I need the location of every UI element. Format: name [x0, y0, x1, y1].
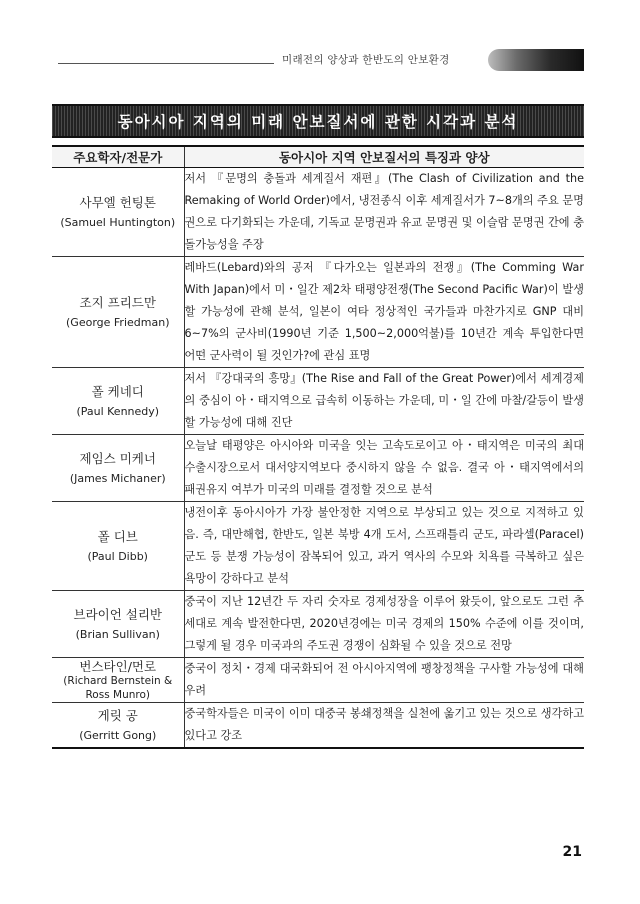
- scholar-name-en: (James Michaner): [69, 472, 166, 485]
- scholar-name-cell: [52, 368, 184, 435]
- scholar-name-ko: 폴 케네디: [91, 384, 144, 399]
- table-row: [52, 435, 584, 502]
- scholar-description: 냉전이후 동아시아가 가장 불안정한 지역으로 부상되고 있는 것으로 지적하고 있음. 즉, 대만해협, 한반도, 일본 북방 4개 도서, 스프래틀리 군도, 파라셀(Paracel) 군도 등 분쟁 가능성이 잠복되어 있고, 과거 역사의 수모와 치욕를 극복하고 싶은 욕망이 강하다고 분석: [184, 502, 584, 591]
- scholar-description: 중국이 정치・경제 대국화되어 전 아시아지역에 팽창정책을 구사할 가능성에 대해 우려: [184, 658, 584, 703]
- table-row: [52, 168, 584, 257]
- scholar-name-cell: [52, 703, 184, 749]
- scholar-name-ko: 제임스 미케너: [79, 451, 156, 466]
- scholar-name-en: (Gerritt Gong): [79, 729, 157, 742]
- table-row: [52, 368, 584, 435]
- scholar-name-cell: [52, 658, 184, 703]
- column-header-scholar: 주요학자/전문가: [52, 146, 184, 168]
- scholar-name-cell: [52, 168, 184, 257]
- table-row: [52, 703, 584, 749]
- table-title: 동아시아 지역의 미래 안보질서에 관한 시각과 분석: [117, 113, 519, 131]
- scholar-name-en: (Paul Kennedy): [76, 405, 160, 418]
- scholar-name-ko: 게릿 공: [97, 708, 138, 723]
- scholar-description: 중국이 지난 12년간 두 자리 숫자로 경제성장을 이루어 왔듯이, 앞으로도 그런 추세대로 계속 발전한다면, 2020년경에는 미국 경제의 150% 수준에 이를 것이며, 그렇게 될 경우 미국과의 주도권 경쟁이 심화될 수 있을 것으로 전망: [184, 591, 584, 658]
- scholar-description: 저서 『문명의 충돌과 세계질서 재편』(The Clash of Civilization and the Remaking of World Order)에서, 냉전종식 이후 세계질서가 7~8개의 주요 문명권으로 다기화되는 가운데, 기독교 문명권과 유교 문명권 및 이슬람 문명권 간에 충돌가능성을 주장: [184, 168, 584, 257]
- scholar-name-ko: 번스타인/먼로: [79, 658, 157, 674]
- scholar-name-cell: [52, 502, 184, 591]
- scholar-name-en: (George Friedman): [66, 316, 170, 329]
- running-header: 미래전의 양상과 한반도의 안보환경: [282, 54, 450, 66]
- scholar-name-ko: 사무엘 헌팅톤: [79, 195, 156, 210]
- scholar-description: 중국학자들은 미국이 이미 대중국 봉쇄정책을 실천에 옮기고 있는 것으로 생각하고 있다고 강조: [184, 703, 584, 749]
- scholar-name-cell: [52, 435, 184, 502]
- scholar-name-ko: 브라이언 설리반: [73, 607, 162, 622]
- table-row: [52, 502, 584, 591]
- scholar-name-ko: 폴 디브: [97, 529, 138, 544]
- table-row: [52, 658, 584, 703]
- header-tab-decoration: [488, 49, 584, 71]
- table-row: [52, 591, 584, 658]
- scholar-name-cell: [52, 591, 184, 658]
- table-row: [52, 257, 584, 368]
- scholar-description: 오늘날 태평양은 아시아와 미국을 잇는 고속도로이고 아・태지역은 미국의 최대 수출시장으로서 대서양지역보다 중시하지 않을 수 없음. 결국 아・태지역에서의 패권유지 여부가 미국의 미래를 결정할 것으로 분석: [184, 435, 584, 502]
- scholar-name-en: (Paul Dibb): [87, 550, 148, 563]
- scholar-name-ko: 조지 프리드만: [79, 295, 156, 310]
- scholar-description: 레바드(Lebard)와의 공저 『다가오는 일본과의 전쟁』(The Comming War With Japan)에서 미・일간 제2차 태평양전쟁(The Second Pacific War)이 발생할 가능성에 관해 분석, 일본이 여타 정상적인 국가들과 마찬가지로 GNP 대비 6~7%의 군사비(1990년 기준 1,500~2,000억불)를 10년간 계속 투입한다면 어떤 군사력이 될 것인가?에 관심 표명: [184, 257, 584, 368]
- scholars-table: [52, 145, 584, 749]
- header-rule: [58, 63, 274, 64]
- scholar-name-en: (Brian Sullivan): [75, 628, 160, 641]
- scholar-name-en: (Samuel Huntington): [60, 216, 176, 229]
- scholar-name-cell: [52, 257, 184, 368]
- title-banner: [52, 104, 584, 138]
- table-header-row: [52, 146, 584, 168]
- scholar-description: 저서 『강대국의 흥망』(The Rise and Fall of the Great Power)에서 세계경제의 중심이 아・태지역으로 급속히 이동하는 가운데, 미・일 간에 마찰/갈등이 발생할 가능성에 대해 진단: [184, 368, 584, 435]
- column-header-characteristics: 동아시아 지역 안보질서의 특징과 양상: [184, 146, 584, 168]
- scholar-name-en: (Richard Bernstein & Ross Munro): [63, 674, 173, 701]
- page-number: 21: [562, 844, 582, 860]
